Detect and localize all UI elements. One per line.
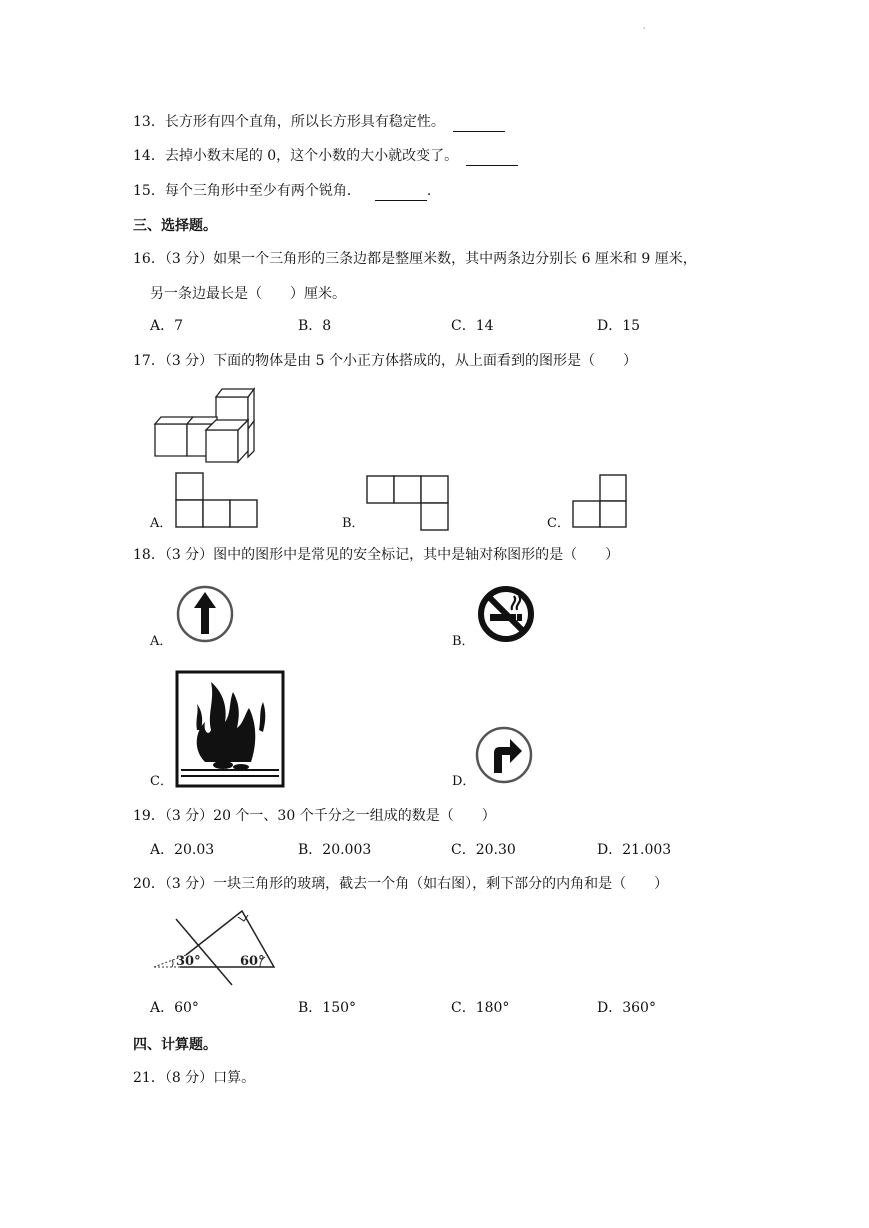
arrow-up-sign-icon[interactable] xyxy=(175,584,235,644)
option-d[interactable]: D．15 xyxy=(597,318,641,334)
option-d[interactable]: D．360° xyxy=(597,1000,656,1016)
section-title-3: 三、选择题。 xyxy=(133,218,217,234)
question-text: 14．去掉小数末尾的 0，这个小数的大小就改变了。 xyxy=(133,148,459,164)
question-18: 18．（3 分）图中的图形中是常见的安全标记，其中是轴对称图形的是（ ） xyxy=(133,547,620,563)
answer-blank[interactable] xyxy=(375,186,427,201)
option-b[interactable]: B．8 xyxy=(298,318,332,334)
option-a[interactable]: A．7 xyxy=(150,318,184,334)
cut-triangle-figure xyxy=(150,905,280,987)
question-19: 19．（3 分）20 个一、30 个千分之一组成的数是（ ） xyxy=(133,808,496,824)
angle-30-label: 30° xyxy=(176,954,201,969)
option-a-top-view[interactable] xyxy=(175,472,259,530)
angle-60-label: 60° xyxy=(240,954,265,969)
option-b-label: B． xyxy=(342,516,365,531)
option-a[interactable]: A．20.03 xyxy=(150,842,215,858)
no-smoking-sign-icon[interactable] xyxy=(476,584,536,644)
option-b[interactable]: B．150° xyxy=(298,1000,357,1016)
question-text: 15．每个三角形中至少有两个锐角． xyxy=(133,183,361,199)
question-16-line2: 另一条边最长是（ ）厘米。 xyxy=(150,286,346,302)
option-a-label: A． xyxy=(150,634,173,649)
option-b-label: B． xyxy=(452,634,475,649)
section-title-4: 四、计算题。 xyxy=(133,1037,217,1053)
option-c-top-view[interactable] xyxy=(572,474,630,532)
question-20: 20．（3 分）一块三角形的玻璃，截去一个角（如右图），剩下部分的内角和是（ ） xyxy=(133,876,669,892)
option-c-label: C． xyxy=(150,774,173,789)
option-d-label: D． xyxy=(452,774,476,789)
turn-right-sign-icon[interactable] xyxy=(474,725,534,785)
option-c[interactable]: C．180° xyxy=(451,1000,510,1016)
fire-hazard-sign-icon[interactable] xyxy=(175,670,285,788)
question-14 xyxy=(133,146,518,166)
answer-blank[interactable] xyxy=(453,117,505,132)
option-a[interactable]: A．60° xyxy=(150,1000,199,1016)
question-suffix: . xyxy=(426,183,432,199)
option-b-top-view[interactable] xyxy=(366,475,450,533)
option-a-label: A． xyxy=(150,516,173,531)
question-16-line1: 16．（3 分）如果一个三角形的三条边都是整厘米数，其中两条边分别长 6 厘米和 9 厘米， xyxy=(133,251,697,267)
cube-stack-figure xyxy=(150,385,260,461)
option-d[interactable]: D．21.003 xyxy=(597,842,672,858)
option-c-label: C． xyxy=(547,516,570,531)
option-c[interactable]: C．14 xyxy=(451,318,494,334)
question-21: 21．（8 分）口算。 xyxy=(133,1070,256,1086)
question-17: 17．（3 分）下面的物体是由 5 个小正方体搭成的，从上面看到的图形是（ ） xyxy=(133,353,637,369)
answer-blank[interactable] xyxy=(466,151,518,166)
option-b[interactable]: B．20.003 xyxy=(298,842,372,858)
question-13 xyxy=(133,112,505,132)
option-c[interactable]: C．20.30 xyxy=(451,842,516,858)
question-15 xyxy=(133,181,431,201)
header-mark: ' xyxy=(643,26,646,35)
question-text: 13．长方形有四个直角，所以长方形具有稳定性。 xyxy=(133,114,445,130)
